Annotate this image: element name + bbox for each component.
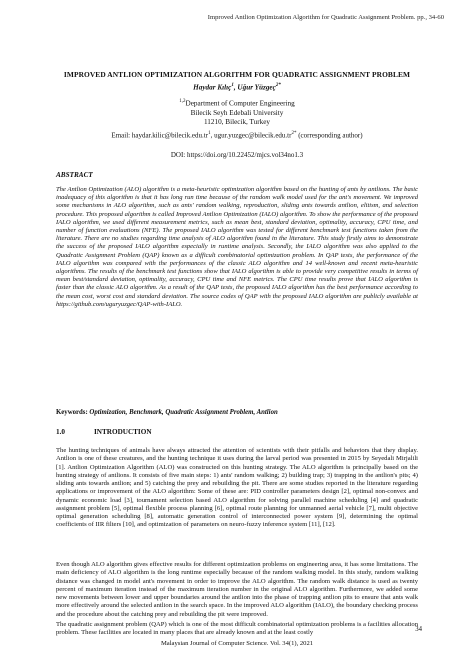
email-note: (corresponding author)	[296, 131, 363, 140]
email-sup-1: 1	[208, 131, 211, 136]
author-separator: ,	[233, 83, 238, 92]
author-2: Uğur Yüzgeç	[237, 83, 276, 92]
paragraph: The quadratic assignment problem (QAP) which is one of the most difficult combinatorial optimization problems is a facilities allocation problem. These facilities are located in many places that are already known and at the least costly	[56, 621, 418, 637]
abstract-heading: ABSTRACT	[56, 171, 93, 179]
paragraph: The hunting techniques of animals have always attracted the attention of scientists with their pitfalls and behaviors that they display. Antlion is one of these creatures, and the hunting technique it uses during the larval period was presented in 2015 by Seyedali Mirjalili [1]. Antlion Optimization Algorithm (ALO) was constructed on this hunting strategy. The ALO algorithm is principally based on the hunting strategy of antlions. It consists of five main steps: 1) ants' random walking; 2) building trap; 3) trapping in the antlion's pits; 4) sliding ants towards antlion; and 5) catching the prey and rebuilding the pit. There are some studies reported in the literature regarding applications or improvement of the ALO algorithm: Some of these are: PID controller parameters design [2], optimal non-convex and dynamic economic load [3], tournament selection based ALO algorithm for solving parallel machine scheduling [4] and quadratic assignment problem [5], optimal flexible process planning [6], optimal route planning for unmanned aerial vehicle [7], multi objective optimal generation scheduling [8], automatic generation control of interconnected power system [9], determining the optimal coefficients of IIR filters [10], and optimization of parameters on neuro-fuzzy inference system [11], [12].	[56, 447, 418, 529]
page-number: 34	[415, 626, 422, 633]
author-line	[0, 83, 474, 91]
section-number: 1.0	[56, 428, 65, 436]
keywords-label: Keywords:	[56, 409, 90, 416]
section-heading	[56, 428, 152, 436]
journal-footer: Malaysian Journal of Computer Science. Vol. 34(1), 2021	[160, 640, 314, 647]
affiliation-city: 11210, Bilecik, Turkey	[203, 117, 271, 126]
email-mid: , ugur.yuzgec@bilecik.edu.tr	[210, 131, 292, 140]
email-line	[0, 131, 474, 139]
email-sup-2: 2*	[291, 131, 297, 136]
keywords-line	[56, 409, 418, 416]
affiliation-dept: Department of Computer Engineering	[185, 99, 295, 108]
affiliation	[0, 97, 474, 127]
author-1-sup: 1	[231, 83, 234, 88]
doi-line: DOI: https://doi.org/10.22452/mjcs.vol34no1.3	[170, 151, 304, 159]
section-title: INTRODUCTION	[94, 428, 152, 436]
email-label: Email: haydar.kilic@bilecik.edu.tr	[111, 131, 209, 140]
running-head: Improved Antlion Optimization Algorithm for Quadratic Assignment Problem. pp., 34-60	[207, 14, 444, 21]
affiliation-sup: 1,2	[179, 99, 186, 104]
author-2-sup: 2*	[275, 83, 281, 88]
paragraph: Even though ALO algorithm gives effective results for different optimization problems on engineering area, it has some limitations. The main deficiency of ALO algorithm is the long runtime especially because of the random walking model. In this study, random walking distance was changed in model ant's movement in order to improve the ALO algorithm. The random walk distance is used as twenty percent of maximum iteration instead of the maximum iteration number in the original ALO algorithm. Furthermore, we added some new movements between lower and upper boundaries around the antlion into the phase of trapping antlion pits to ensure that ants walk more effectively around the selected antlion in the search space. In the improved ALO algorithm (IALO), the boundary checking process and the procedure about the catching prey and rebuilding the pit were improved.	[56, 561, 418, 618]
affiliation-university: Bilecik Seyh Edebali University	[190, 108, 284, 117]
keywords-value: Optimization, Benchmark, Quadratic Assignment Problem, Antlion	[89, 409, 278, 416]
author-1: Haydar Kılıç	[193, 83, 232, 92]
abstract-text: The Antlion Optimization (ALO) algorithm is a meta-heuristic optimization algorithm based on the hunting of ants by antlions. The basic inadequacy of this algorithm is that it has long run time because of the random walk model used for the ant's movement. We improved some mechanisms in ALO algorithm, such as ants' random walking, reproduction, sliding ants towards antlion, elitism, and selection procedure. This proposed algorithm is called Improved Antlion Optimization (IALO) algorithm. To show the performance of the proposed IALO algorithm, we used different measurement metrics, such as mean best, standard deviation, optimality, accuracy, CPU time, and number of function evaluations (NFE). The proposed IALO algorithm was tested for different benchmark test functions taken from the literature. There are no studies regarding time analysis of ALO algorithm found in the literature. This study firstly aims to demonstrate the success of the proposed IALO algorithm especially in runtime analysis. Secondly, the IALO algorithm was also applied to the Quadratic Assignment Problem (QAP) known as a difficult combinatorial optimization problem. In QAP tests, the performance of the IALO algorithm was compared with the performances of the classic ALO algorithm and 14 well-known and recent meta-heuristic algorithms. The results of the benchmark test functions show that IALO algorithm is able to provide very competitive results in terms of mean best/standard deviation, optimality, accuracy, CPU time and NFE metrics. The CPU time results prove that IALO algorithm is faster than the classic ALO algorithm. As a result of the QAP tests, the proposed IALO algorithm has the best performance according to the mean cost, worst cost and standard deviation. The source codes of QAP with the proposed IALO algorithm are publicly available at https://github.com/uguryuzgec/QAP-with-IALO.	[56, 186, 418, 308]
paper-title: IMPROVED ANTLION OPTIMIZATION ALGORITHM FOR QUADRATIC ASSIGNMENT PROBLEM	[63, 70, 411, 79]
